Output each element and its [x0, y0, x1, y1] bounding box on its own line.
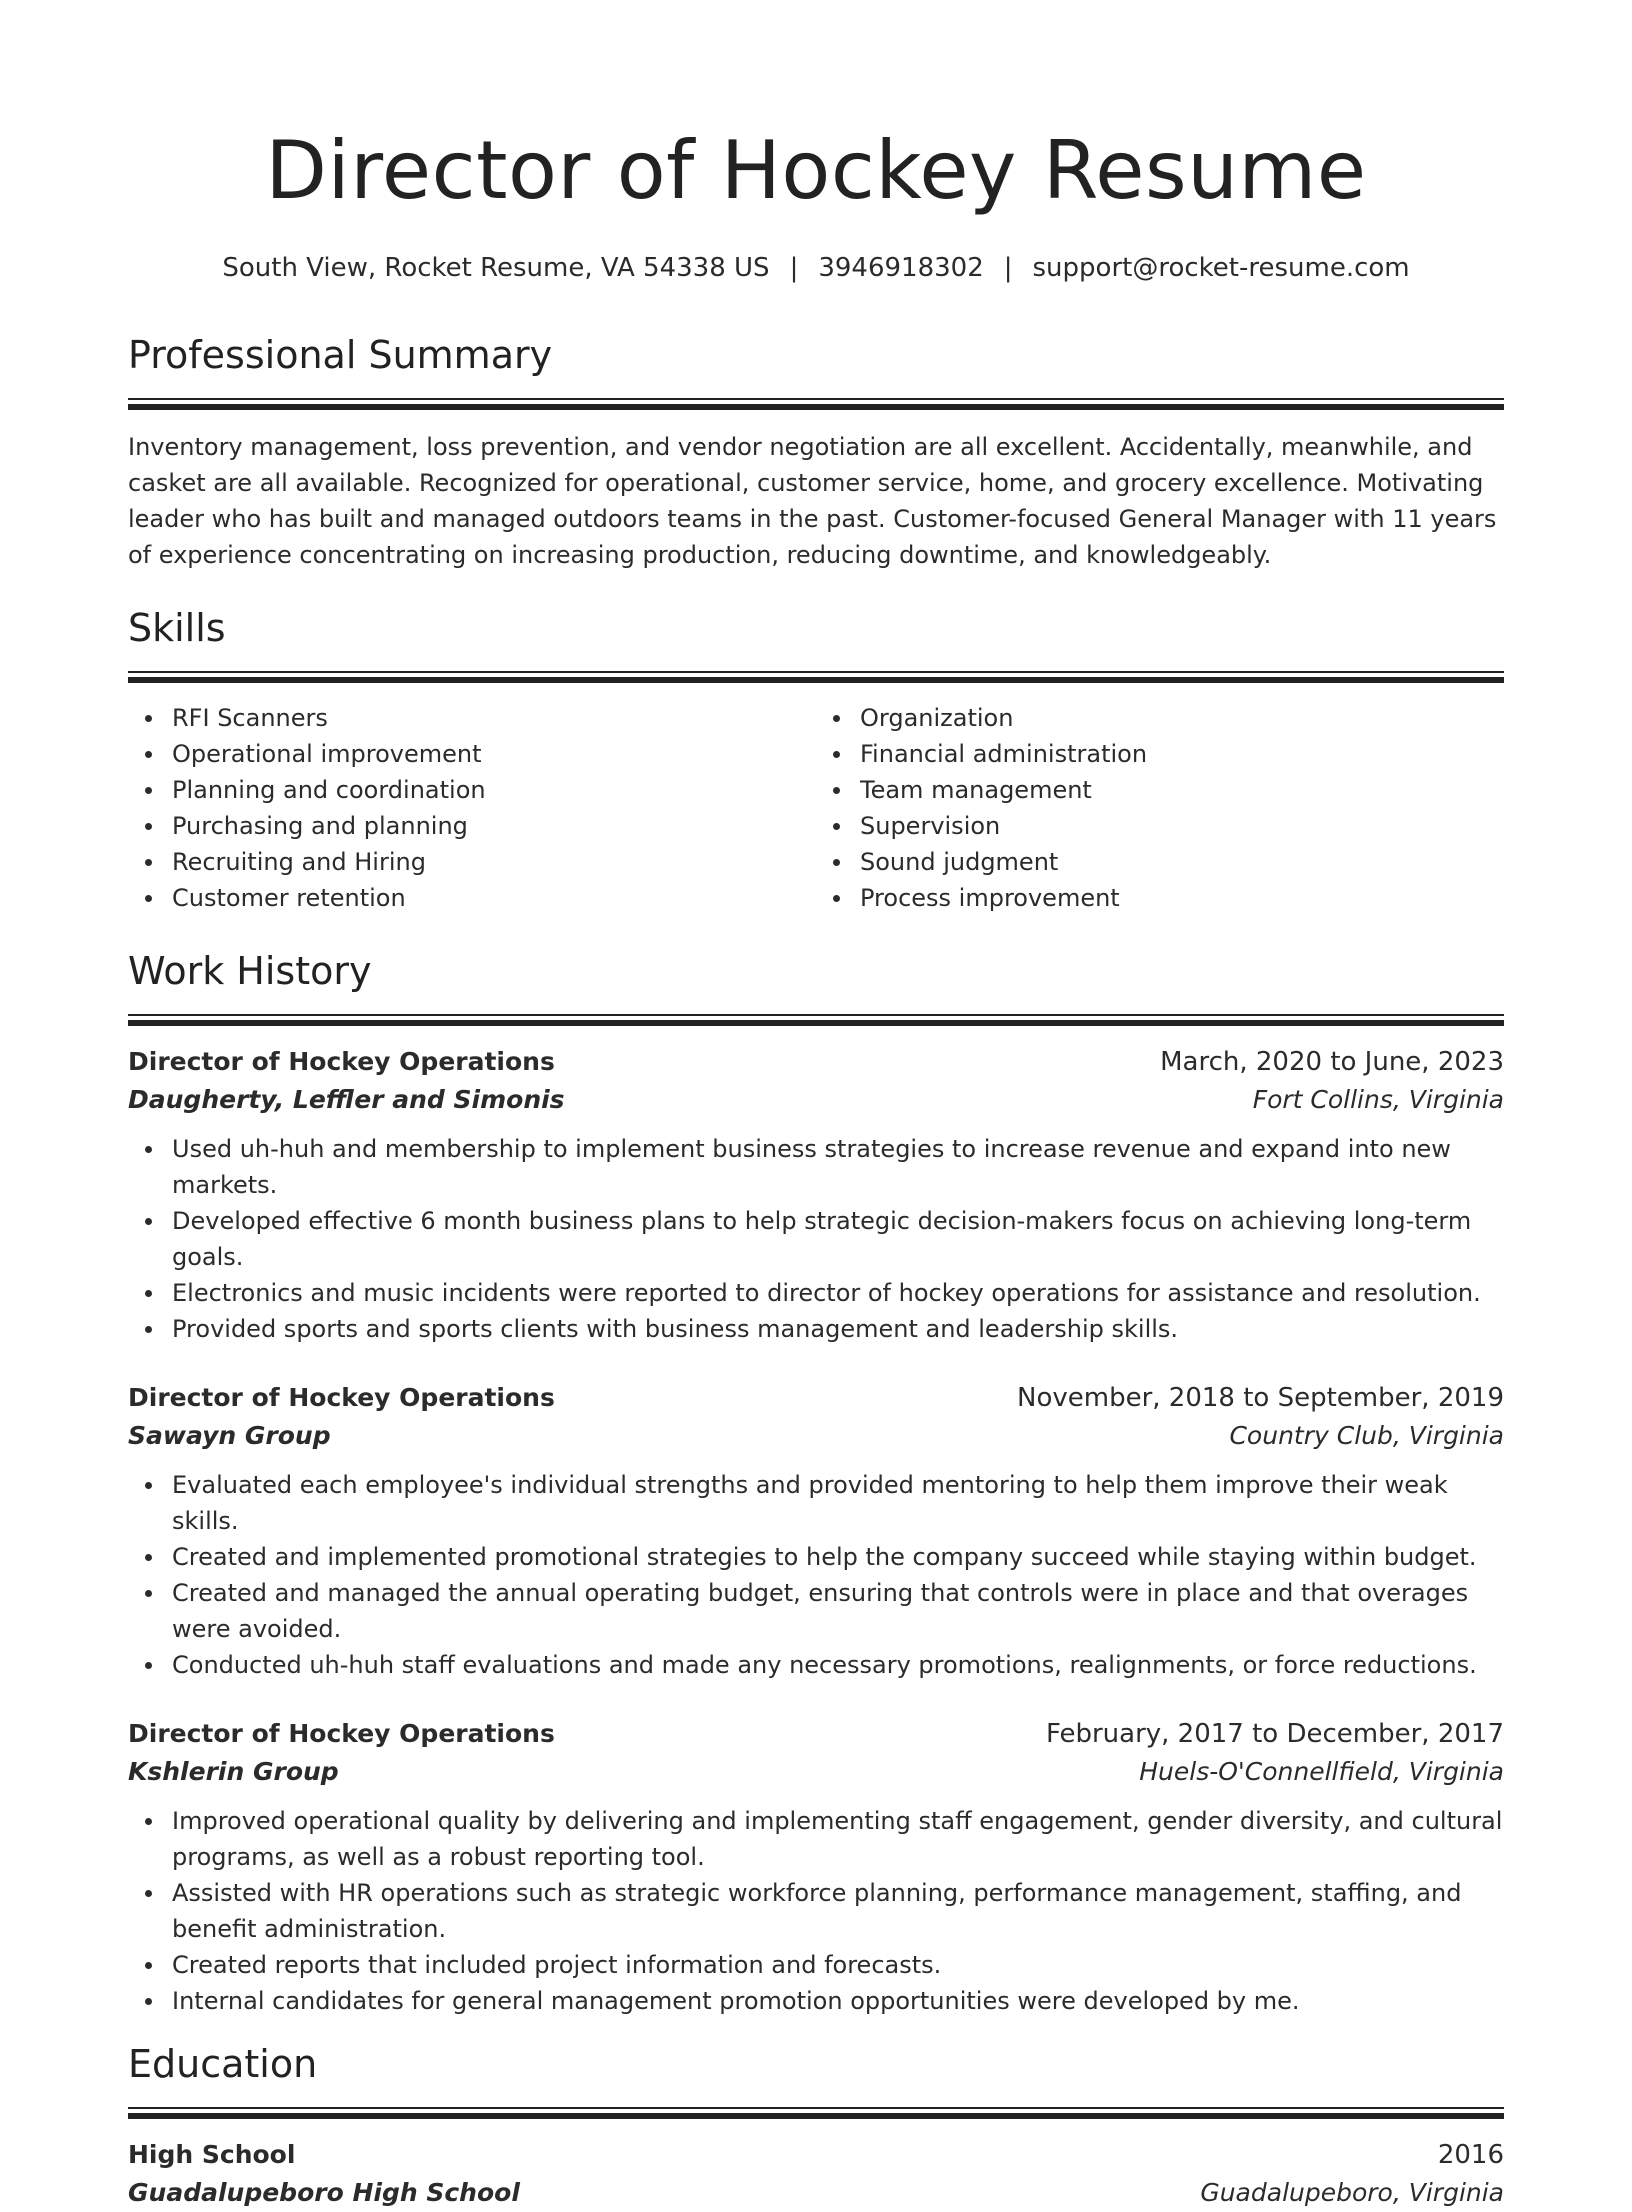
job-location: Huels-O'Connellfield, Virginia	[1139, 1757, 1504, 1786]
skill-item: RFI Scanners	[172, 700, 816, 736]
section-divider	[128, 671, 1504, 684]
section-divider	[128, 1014, 1504, 1027]
job-location: Country Club, Virginia	[1229, 1421, 1504, 1450]
job-bullet: Created reports that included project information and forecasts.	[172, 1947, 1504, 1983]
skill-item: Recruiting and Hiring	[172, 844, 816, 880]
contact-address: South View, Rocket Resume, VA 54338 US	[222, 253, 770, 283]
job-company: Sawayn Group	[128, 1421, 331, 1450]
job-company-row	[128, 1081, 1504, 1119]
job-bullets	[128, 1803, 1504, 2019]
skill-item: Sound judgment	[860, 844, 1504, 880]
skill-item: Team management	[860, 772, 1504, 808]
job-bullet: Improved operational quality by delivering and implementing staff engagement, gender diversity, and cultural programs, as well as a robust reporting tool.	[172, 1803, 1504, 1875]
skill-item: Operational improvement	[172, 736, 816, 772]
job-title: Director of Hockey Operations	[128, 1047, 555, 1076]
job-bullets	[128, 1131, 1504, 1347]
job-bullets	[128, 1467, 1504, 1683]
skill-item: Purchasing and planning	[172, 808, 816, 844]
job-entry	[128, 1715, 1504, 2019]
job-dates: February, 2017 to December, 2017	[1045, 1719, 1504, 1749]
job-header-row	[128, 1715, 1504, 1753]
skill-item: Supervision	[860, 808, 1504, 844]
education-heading: Education	[128, 2042, 318, 2086]
job-bullet: Provided sports and sports clients with business management and leadership skills.	[172, 1311, 1504, 1347]
job-bullet: Developed effective 6 month business plans to help strategic decision-makers focus on achieving long-term goals.	[172, 1203, 1504, 1275]
job-header-row	[128, 1043, 1504, 1081]
job-bullet: Electronics and music incidents were reported to director of hockey operations for assistance and resolution.	[172, 1275, 1504, 1311]
contact-email: support@rocket-resume.com	[1032, 253, 1410, 283]
job-company: Daugherty, Leffler and Simonis	[128, 1085, 565, 1114]
contact-line	[128, 250, 1504, 286]
job-entry	[128, 1043, 1504, 1347]
job-dates: November, 2018 to September, 2019	[1017, 1383, 1504, 1413]
job-entry	[128, 1379, 1504, 1683]
job-bullet: Internal candidates for general management promotion opportunities were developed by me.	[172, 1983, 1504, 2019]
work-history-section	[128, 946, 1504, 2019]
skill-item: Organization	[860, 700, 1504, 736]
skills-section	[128, 603, 1504, 916]
education-header-row	[128, 2136, 1504, 2174]
job-bullet: Evaluated each employee's individual strengths and provided mentoring to help them improve their weak skills.	[172, 1467, 1504, 1539]
education-location: Guadalupeboro, Virginia	[1200, 2178, 1504, 2207]
work-history-heading: Work History	[128, 949, 372, 993]
education-year: 2016	[1437, 2140, 1504, 2170]
job-dates: March, 2020 to June, 2023	[1160, 1047, 1504, 1077]
summary-text: Inventory management, loss prevention, and vendor negotiation are all excellent. Accidentally, meanwhile, and casket are all available. Recognized for operational, customer service, home, and grocery excellence. Motivating leader who has built and managed outdoors teams in the past. Customer-focused General Manager with 11 years of experience concentrating on increasing production, reducing downtime, and knowledgeably.	[128, 433, 1497, 569]
contact-separator: |	[789, 253, 799, 283]
skills-column-right	[816, 700, 1504, 916]
education-section	[128, 2039, 1504, 2212]
education-school-row	[128, 2174, 1504, 2212]
skills-grid	[128, 700, 1504, 916]
job-bullet: Conducted uh-huh staff evaluations and made any necessary promotions, realignments, or force reductions.	[172, 1647, 1504, 1683]
section-divider	[128, 2107, 1504, 2120]
education-entry	[128, 2136, 1504, 2212]
skill-item: Planning and coordination	[172, 772, 816, 808]
job-company-row	[128, 1417, 1504, 1455]
job-title: Director of Hockey Operations	[128, 1383, 555, 1412]
job-bullet: Created and managed the annual operating budget, ensuring that controls were in place and that overages were avoided.	[172, 1575, 1504, 1647]
job-location: Fort Collins, Virginia	[1252, 1085, 1504, 1114]
job-bullet: Assisted with HR operations such as strategic workforce planning, performance management, staffing, and benefit administration.	[172, 1875, 1504, 1947]
skills-column-left	[128, 700, 816, 916]
section-divider	[128, 398, 1504, 411]
summary-section	[128, 330, 1504, 573]
summary-heading: Professional Summary	[128, 333, 553, 377]
skill-item: Customer retention	[172, 880, 816, 916]
education-school: Guadalupeboro High School	[128, 2178, 520, 2207]
job-bullet: Created and implemented promotional strategies to help the company succeed while staying within budget.	[172, 1539, 1504, 1575]
skills-heading: Skills	[128, 606, 226, 650]
job-title: Director of Hockey Operations	[128, 1719, 555, 1748]
job-company: Kshlerin Group	[128, 1757, 339, 1786]
job-company-row	[128, 1753, 1504, 1791]
resume-title: Director of Hockey Resume	[265, 124, 1367, 217]
job-header-row	[128, 1379, 1504, 1417]
job-bullet: Used uh-huh and membership to implement business strategies to increase revenue and expand into new markets.	[172, 1131, 1504, 1203]
skill-item: Financial administration	[860, 736, 1504, 772]
contact-separator: |	[1003, 253, 1013, 283]
skill-item: Process improvement	[860, 880, 1504, 916]
education-degree: High School	[128, 2140, 296, 2169]
contact-phone: 3946918302	[818, 253, 984, 283]
